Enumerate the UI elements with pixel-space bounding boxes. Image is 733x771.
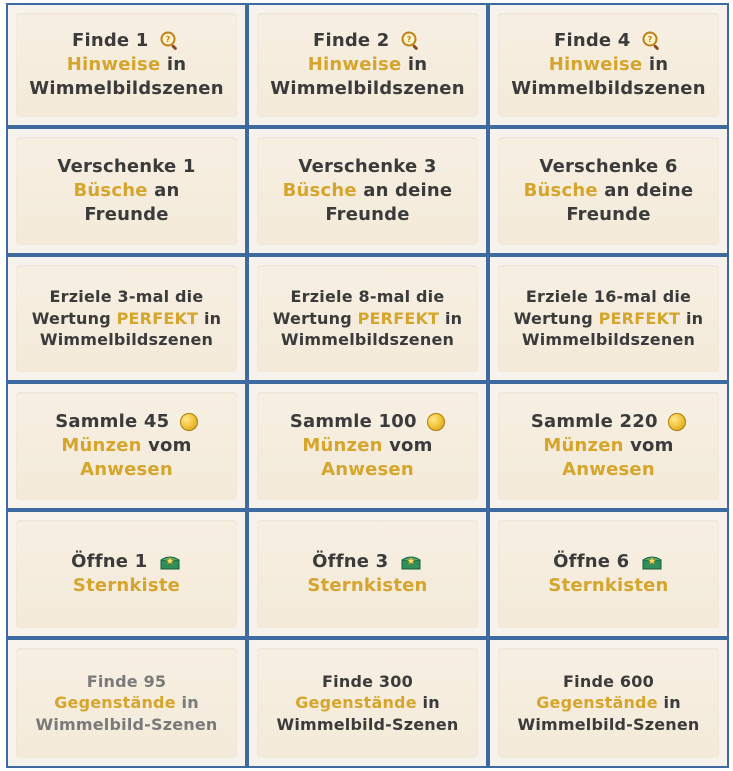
coin-icon	[668, 413, 686, 431]
quest-line1: Finde 600	[563, 671, 654, 691]
quest-cell-r3c3	[488, 255, 729, 382]
quest-text	[32, 286, 221, 351]
quest-line2a: Büsche	[73, 179, 148, 201]
hint-lens-icon	[159, 30, 181, 52]
quest-cell-r1c3	[488, 3, 729, 127]
quest-line1: Finde 95	[86, 671, 167, 691]
quest-line2a: Münzen	[61, 434, 142, 456]
quest-line2a: Hinweise	[548, 53, 643, 75]
quest-line2a: Wertung	[513, 308, 599, 328]
quest-text	[57, 155, 195, 228]
star-chest-icon	[399, 553, 423, 571]
star-chest-icon	[640, 553, 664, 571]
quest-cell-r2c3	[488, 127, 729, 255]
quest-line2b: PERFEKT	[357, 308, 440, 328]
quest-line2b: an deine	[356, 179, 453, 201]
quest-line1: Öffne 6	[553, 550, 630, 572]
quest-text	[517, 671, 699, 736]
quest-line2b: in	[175, 693, 199, 713]
quest-line3: Anwesen	[80, 459, 173, 481]
quest-line3: Wimmelbildszenen	[521, 330, 696, 350]
quest-text	[290, 410, 445, 483]
quest-line2b: PERFEKT	[116, 308, 199, 328]
quest-line2b: in	[160, 53, 187, 75]
quest-line3: Wimmelbild-Szenen	[276, 714, 459, 734]
quest-line2b: vom	[382, 434, 433, 456]
quest-line2: Sternkiste	[72, 575, 181, 596]
quest-line1: Sammle 100	[289, 410, 417, 432]
quest-cell-r1c2	[247, 3, 488, 127]
quest-line2a: Wertung	[31, 308, 117, 328]
quest-line2: Sternkisten	[307, 575, 428, 596]
quest-line1: Verschenke 3	[298, 155, 437, 177]
quest-line2a: Gegenstände	[54, 693, 176, 713]
quest-cell-r2c1	[6, 127, 247, 255]
quest-line2a: Hinweise	[307, 53, 402, 75]
quest-line2b: in	[416, 693, 440, 713]
quest-line1: Verschenke 1	[57, 155, 196, 177]
quest-line3: Freunde	[566, 204, 651, 226]
quest-line2a: Büsche	[523, 179, 598, 201]
quest-line2c: in	[680, 308, 704, 328]
quest-line2a: Münzen	[543, 434, 624, 456]
quest-line2a: Gegenstände	[295, 693, 417, 713]
quest-text	[511, 29, 705, 102]
quest-cell-r4c3	[488, 382, 729, 510]
quest-text	[524, 155, 694, 228]
quest-line3: Anwesen	[321, 459, 414, 481]
quest-line3: Wimmelbildszenen	[280, 330, 455, 350]
quest-line3: Wimmelbild-Szenen	[35, 714, 218, 734]
quest-line1: Finde 300	[322, 671, 413, 691]
quest-line2a: Gegenstände	[536, 693, 658, 713]
quest-text	[276, 671, 458, 736]
quest-line1: Finde 4	[553, 29, 631, 51]
quest-text	[307, 550, 427, 599]
quest-text	[71, 550, 182, 599]
quest-line2a: Hinweise	[66, 53, 161, 75]
quest-line2b: in	[657, 693, 681, 713]
quest-cell-r4c2	[247, 382, 488, 510]
quest-cell-r6c3	[488, 638, 729, 768]
quest-cell-r4c1	[6, 382, 247, 510]
quest-line2: Sternkisten	[548, 575, 669, 596]
quest-line1: Erziele 3-mal die	[49, 287, 204, 307]
quest-cell-r5c1	[6, 510, 247, 638]
quest-cell-r2c2	[247, 127, 488, 255]
quest-text	[55, 410, 198, 483]
quest-cell-r6c1	[6, 638, 247, 768]
quest-line2b: an deine	[597, 179, 694, 201]
quest-line1: Verschenke 6	[539, 155, 678, 177]
quest-line2b: an	[147, 179, 180, 201]
quest-line2c: in	[198, 308, 222, 328]
quest-line1: Erziele 8-mal die	[290, 287, 445, 307]
quest-line2b: vom	[623, 434, 674, 456]
quest-text	[283, 155, 453, 228]
quest-line3: Wimmelbild-Szenen	[517, 714, 700, 734]
quest-text	[548, 550, 668, 599]
quest-line1: Öffne 3	[312, 550, 389, 572]
quest-cell-r6c2	[247, 638, 488, 768]
quest-line3: Freunde	[325, 204, 410, 226]
quest-line2c: in	[439, 308, 463, 328]
quest-cell-r5c3	[488, 510, 729, 638]
quest-line2a: Münzen	[302, 434, 383, 456]
quest-line3: Anwesen	[562, 459, 655, 481]
quest-line3: Wimmelbildszenen	[270, 78, 465, 100]
quest-cell-r3c1	[6, 255, 247, 382]
quest-line1: Finde 1	[71, 29, 149, 51]
quest-cell-r1c1	[6, 3, 247, 127]
quest-text	[273, 286, 462, 351]
quest-line2a: Wertung	[272, 308, 358, 328]
quest-cell-r3c2	[247, 255, 488, 382]
hint-lens-icon	[641, 30, 663, 52]
quest-line3: Freunde	[84, 204, 169, 226]
quest-line2b: in	[642, 53, 669, 75]
coin-icon	[427, 413, 445, 431]
svg-text:?: ?	[647, 34, 653, 44]
quest-text	[35, 671, 217, 736]
quest-line1: Sammle 45	[55, 410, 170, 432]
hint-lens-icon	[400, 30, 422, 52]
quest-line2b: PERFEKT	[598, 308, 681, 328]
quest-text	[514, 286, 703, 351]
quest-line1: Finde 2	[312, 29, 390, 51]
quest-line3: Wimmelbildszenen	[29, 78, 224, 100]
quest-line2b: vom	[141, 434, 192, 456]
quest-line2a: Büsche	[282, 179, 357, 201]
star-chest-icon	[158, 553, 182, 571]
quest-line3: Wimmelbildszenen	[511, 78, 706, 100]
quest-cell-r5c2	[247, 510, 488, 638]
coin-icon	[180, 413, 198, 431]
quest-line1: Erziele 16-mal die	[525, 287, 692, 307]
svg-text:?: ?	[406, 34, 412, 44]
quest-line1: Sammle 220	[530, 410, 658, 432]
quest-line3: Wimmelbildszenen	[39, 330, 214, 350]
quest-line2b: in	[401, 53, 428, 75]
quest-text	[270, 29, 464, 102]
quest-line1: Öffne 1	[71, 550, 148, 572]
quest-text	[531, 410, 686, 483]
svg-text:?: ?	[165, 34, 171, 44]
quest-text	[29, 29, 223, 102]
